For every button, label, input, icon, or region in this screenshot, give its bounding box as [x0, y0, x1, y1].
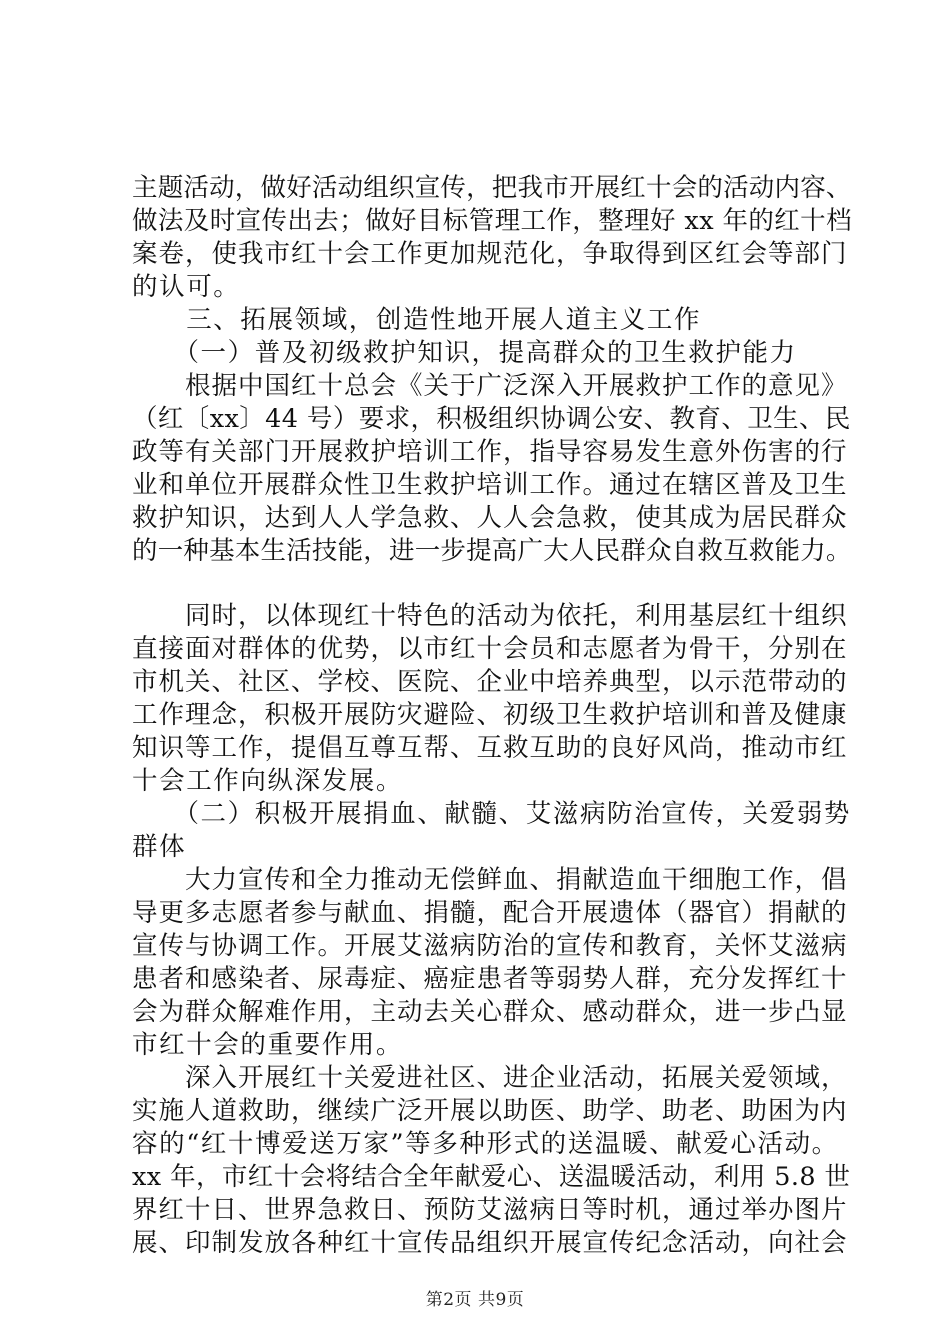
text-line: 界红十日、世界急救日、预防艾滋病日等时机，通过举办图片 — [132, 1195, 848, 1225]
text-line: 市红十会的重要作用。 — [132, 1030, 404, 1060]
text-line: 直接面对群体的优势，以市红十会员和志愿者为骨干，分别在 — [132, 634, 848, 664]
text-line: 案卷，使我市红十会工作更加规范化，争取得到区红会等部门 — [132, 239, 848, 269]
text-line: 的认可。 — [132, 272, 241, 302]
text-line: 展、印制发放各种红十宣传品组织开展宣传纪念活动，向社会 — [132, 1228, 848, 1258]
text-line: 政等有关部门开展救护培训工作，指导容易发生意外伤害的行 — [132, 437, 848, 467]
text-line: 的一种基本生活技能，进一步提高广大人民群众自救互救能力。 — [132, 536, 852, 566]
text-line: 根据中国红十总会《关于广泛深入开展救护工作的意见》 — [132, 371, 848, 401]
subsection-heading: 群体 — [132, 832, 187, 862]
text-line: 做法及时宣传出去；做好目标管理工作，整理好 xx 年的红十档 — [132, 206, 852, 236]
text-line: 宣传与协调工作。开展艾滋病防治的宣传和教育，关怀艾滋病 — [132, 931, 848, 961]
text-line: 救护知识，达到人人学急救、人人会急救，使其成为居民群众 — [132, 503, 848, 533]
text-line: 实施人道救助，继续广泛开展以助医、助学、助老、助困为内 — [132, 1096, 848, 1126]
text-line: 知识等工作，提倡互尊互帮、互救互助的良好风尚，推动市红 — [132, 733, 848, 763]
text-line: 患者和感染者、尿毒症、癌症患者等弱势人群，充分发挥红十 — [132, 964, 848, 994]
text-line: 大力宣传和全力推动无偿鲜血、捐献造血干细胞工作，倡 — [132, 865, 848, 895]
text-line: （红〔xx〕44 号）要求，积极组织协调公安、教育、卫生、民 — [132, 404, 851, 434]
text-line: 同时，以体现红十特色的活动为依托，利用基层红十组织 — [132, 601, 848, 631]
text-line: 会为群众解难作用，主动去关心群众、感动群众，进一步凸显 — [132, 997, 848, 1027]
text-line: 主题活动，做好活动组织宣传，把我市开展红十会的活动内容、 — [132, 173, 852, 203]
text-line: 市机关、社区、学校、医院、企业中培养典型，以示范带动的 — [132, 667, 848, 697]
text-line: 十会工作向纵深发展。 — [132, 766, 404, 796]
text-line: 业和单位开展群众性卫生救护培训工作。通过在辖区普及卫生 — [132, 470, 848, 500]
subsection-heading: （二）积极开展捐血、献髓、艾滋病防治宣传，关爱弱势 — [132, 799, 851, 829]
page-footer: 第2页 共9页 — [425, 1290, 525, 1310]
text-line: xx 年，市红十会将结合全年献爱心、送温暖活动，利用 5.8 世 — [132, 1162, 851, 1192]
subsection-heading: （一）普及初级救护知识，提高群众的卫生救护能力 — [132, 338, 797, 368]
section-heading: 三、拓展领域，创造性地开展人道主义工作 — [132, 305, 702, 335]
text-line: 导更多志愿者参与献血、捐髓，配合开展遗体（器官）捐献的 — [132, 898, 848, 928]
text-line: 工作理念，积极开展防灾避险、初级卫生救护培训和普及健康 — [132, 700, 848, 730]
text-line: 深入开展红十关爱进社区、进企业活动，拓展关爱领域， — [132, 1063, 848, 1093]
text-line: 容的“红十博爱送万家”等多种形式的送温暖、献爱心活动。 — [132, 1129, 839, 1159]
